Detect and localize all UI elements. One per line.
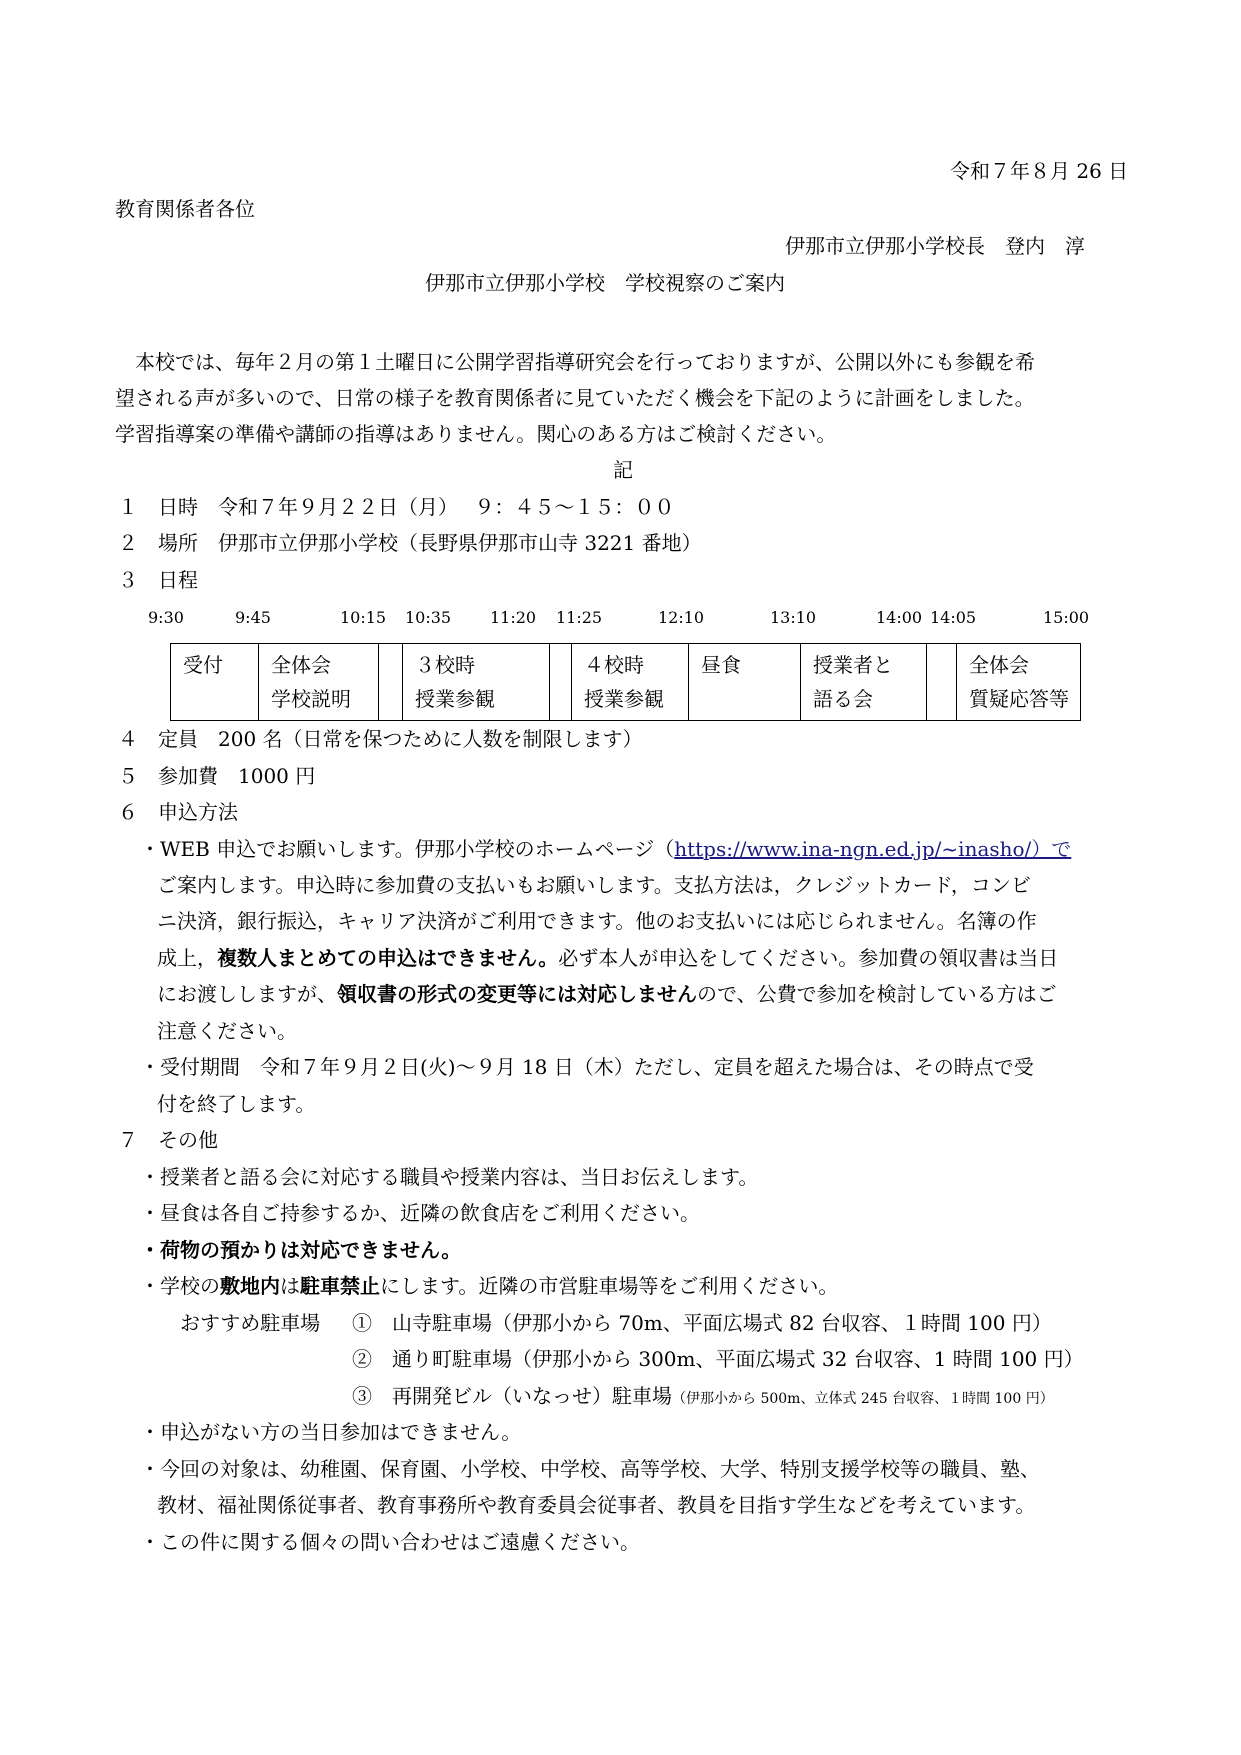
parking-item: ① 山寺駐車場（伊那小から 70m、平面広場式 82 台収容、１時間 100 円） (352, 1311, 1052, 1335)
parking-label: おすすめ駐車場 (180, 1311, 321, 1335)
ki-heading: 記 (613, 458, 633, 482)
schedule-time: 9:30 (148, 608, 184, 627)
schedule-time: 14:00 (876, 608, 923, 627)
item-other-label: ７ その他 (118, 1128, 218, 1152)
parking-item: ③ 再開発ビル（いなっせ）駐車場（伊那小から 500m、立体式 245 台収容、１時間 100 円） (352, 1384, 1054, 1408)
schedule-cell: 全体会 質疑応答等 (957, 644, 1081, 721)
other-line: ・申込がない方の当日参加はできません。 (140, 1420, 522, 1444)
schedule-table (170, 643, 1081, 721)
intro-line-1: 本校では、毎年２月の第１土曜日に公開学習指導研究会を行っておりますが、公開以外にも参観を希 (135, 350, 1035, 374)
other-line: ・この件に関する個々の問い合わせはご遠慮ください。 (140, 1530, 640, 1554)
schedule-time: 10:15 (340, 608, 387, 627)
schedule-time: 10:35 (405, 608, 452, 627)
sender: 伊那市立伊那小学校長 登内 淳 (785, 234, 1085, 258)
other-line: ・今回の対象は、幼稚園、保育園、小学校、中学校、高等学校、大学、特別支援学校等の職員、塾、 (140, 1457, 1040, 1481)
apply-period-1: ・受付期間 令和７年９月２日(火)～９月 18 日（木）ただし、定員を超えた場合は、その時点で受 (140, 1055, 1034, 1079)
item-fee: ５ 参加費 1000 円 (118, 764, 316, 788)
item-datetime: １ 日時 令和７年９月２２日（月） ９：４５～１５：００ (118, 495, 675, 519)
schedule-cell: ３校時 授業参観 (403, 644, 550, 721)
schedule-time: 11:20 (490, 608, 537, 627)
other-line: 教材、福祉関係従事者、教育事務所や教育委員会従事者、教員を目指す学生などを考えています。 (157, 1493, 1036, 1517)
apply-line-3: ニ決済，銀行振込，キャリア決済がご利用できます。他のお支払いには応じられません。名簿の作 (157, 909, 1037, 933)
schedule-cell: 受付 (171, 644, 259, 721)
schedule-row (171, 644, 1081, 721)
other-line: ・授業者と語る会に対応する職員や授業内容は、当日お伝えします。 (140, 1165, 759, 1189)
bold-notice: 領収書の形式の変更等には対応しません (337, 982, 697, 1006)
schedule-time: 12:10 (658, 608, 705, 627)
schedule-cell: 全体会 学校説明 (259, 644, 379, 721)
schedule-time: 11:25 (556, 608, 603, 627)
item-apply-label: ６ 申込方法 (118, 800, 238, 824)
recipient: 教育関係者各位 (115, 197, 255, 221)
schedule-time: 15:00 (1043, 608, 1090, 627)
apply-line-5: にお渡ししますが、領収書の形式の変更等には対応しませんので、公費で参加を検討している方はご (157, 982, 1057, 1006)
intro-line-3: 学習指導案の準備や講師の指導はありません。関心のある方はご検討ください。 (115, 422, 837, 446)
homepage-link[interactable]: https://www.ina-ngn.ed.jp/~inasho/）で (674, 837, 1072, 861)
document-title: 伊那市立伊那小学校 学校視察のご案内 (425, 271, 785, 295)
schedule-cell (379, 644, 403, 721)
apply-web-line: ・WEB 申込でお願いします。伊那小学校のホームページ（https://www.ina-ngn.ed.jp/~inasho/）で (140, 837, 1072, 861)
bold-notice: 複数人まとめての申込はできません。 (217, 946, 559, 970)
item-capacity: ４ 定員 200 名（日常を保つために人数を制限します） (118, 727, 643, 751)
other-line: ・昼食は各自ご持参するか、近隣の飲食店をご利用ください。 (140, 1201, 700, 1225)
schedule-time: 9:45 (235, 608, 271, 627)
other-line-bold: ・荷物の預かりは対応できません。 (140, 1238, 462, 1262)
schedule-cell: ４校時 授業参観 (572, 644, 689, 721)
other-parking-line: ・学校の敷地内は駐車禁止にします。近隣の市営駐車場等をご利用ください。 (140, 1274, 839, 1298)
apply-line-2: ご案内します。申込時に参加費の支払いもお願いします。支払方法は，クレジットカード，コンビ (157, 873, 1031, 897)
apply-period-2: 付を終了します。 (157, 1092, 316, 1116)
item-schedule-label: ３ 日程 (118, 568, 198, 592)
schedule-cell (927, 644, 957, 721)
item-place: ２ 場所 伊那市立伊那小学校（長野県伊那市山寺 3221 番地） (118, 531, 702, 555)
parking-item: ② 通り町駐車場（伊那小から 300m、平面広場式 32 台収容、1 時間 100 円） (352, 1347, 1084, 1371)
schedule-cell: 授業者と 語る会 (801, 644, 927, 721)
apply-line-6: 注意ください。 (157, 1019, 297, 1043)
schedule-time: 13:10 (770, 608, 817, 627)
schedule-cell: 昼食 (689, 644, 801, 721)
apply-line-4: 成上，複数人まとめての申込はできません。必ず本人が申込をしてください。参加費の領収書は当日 (157, 946, 1059, 970)
document-date: 令和７年８月 26 日 (950, 159, 1129, 183)
schedule-cell (550, 644, 572, 721)
intro-line-2: 望される声が多いので、日常の様子を教育関係者に見ていただく機会を下記のように計画をしました。 (115, 386, 1035, 410)
schedule-time: 14:05 (930, 608, 977, 627)
